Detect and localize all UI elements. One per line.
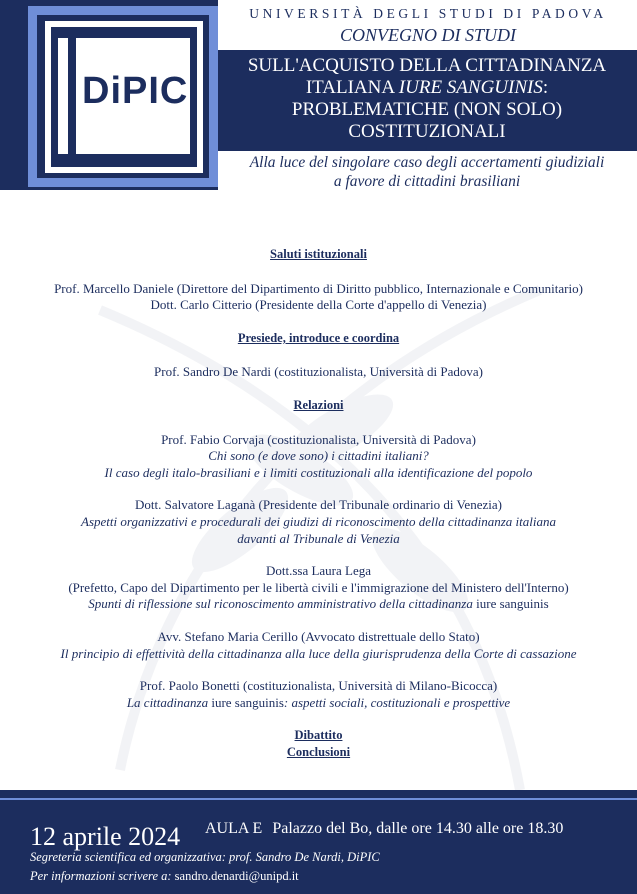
talk-3-title xyxy=(10,596,627,613)
talk-3-title-b: iure sanguinis xyxy=(476,596,549,612)
title-line-2b: IURE SANGUINIS xyxy=(398,77,543,98)
chair-speaker: Prof. Sandro De Nardi (costituzionalista, Università di Padova) xyxy=(154,364,483,380)
talk-1-title-line-1: Chi sono (e dove sono) i cittadini italiani? xyxy=(208,448,429,464)
subtitle-line-2: a favore di cittadini brasiliani xyxy=(333,173,521,190)
footer-accent-line xyxy=(0,798,637,800)
talk-3-role: (Prefetto, Capo del Dipartimento per le libertà civili e l'immigrazione del Ministero dell'Interno) xyxy=(68,579,569,595)
contact-info xyxy=(30,869,299,884)
title-line-4: COSTITUZIONALI xyxy=(348,121,506,142)
talk-3-title-a: Spunti di riflessione sul riconoscimento amministrativo della cittadinanza xyxy=(88,596,477,612)
event-title xyxy=(222,55,632,143)
title-line-2a: ITALIANA xyxy=(305,77,399,98)
talk-3-speaker: Dott.ssa Laura Lega xyxy=(265,563,372,579)
talk-1-title-line-2: Il caso degli italo-brasiliani e i limiti costituzionali alla identificazione del popolo xyxy=(104,464,533,480)
event-venue xyxy=(205,820,565,838)
subtitle-line-1: Alla luce del singolare caso degli accertamenti giudiziali xyxy=(249,154,605,171)
title-line-2c: : xyxy=(542,77,549,98)
talk-5-title xyxy=(10,695,627,712)
talk-5-title-b: iure sanguinis xyxy=(211,694,284,710)
talk-5-speaker: Prof. Paolo Bonetti (costituzionalista, Università di Milano-Bicocca) xyxy=(139,678,498,694)
talk-2-speaker: Dott. Salvatore Laganà (Presidente del Tribunale ordinario di Venezia) xyxy=(135,497,502,513)
event-type: CONVEGNO DI STUDI xyxy=(339,25,516,45)
greeting-speaker-1: Prof. Marcello Daniele (Direttore del Dipartimento di Diritto pubblico, Internazionale e Comunitario) xyxy=(54,280,583,296)
talk-2-title-line-2: davanti al Tribunale di Venezia xyxy=(237,530,400,546)
talk-1-speaker: Prof. Fabio Corvaja (costituzionalista, Università di Padova) xyxy=(161,431,476,447)
university-name: UNIVERSITÀ DEGLI STUDI DI PADOVA xyxy=(249,6,607,21)
talk-5-title-a: La cittadinanza xyxy=(126,694,212,710)
contact-label: Per informazioni scrivere a: xyxy=(30,869,172,883)
talks-heading: Relazioni xyxy=(293,397,344,412)
title-line-3: PROBLEMATICHE (NON SOLO) xyxy=(291,99,563,120)
chair-heading: Presiede, introduce e coordina xyxy=(237,330,400,345)
room: AULA E xyxy=(205,820,263,837)
event-subtitle xyxy=(222,153,632,191)
title-line-1: SULL'ACQUISTO DELLA CITTADINANZA xyxy=(247,55,607,76)
title-line-2 xyxy=(222,77,632,99)
contact-email[interactable]: sandro.denardi@unipd.it xyxy=(174,869,299,883)
talk-2-title-line-1: Aspetti organizzativi e procedurali dei giudizi di riconoscimento della cittadinanza italiana xyxy=(81,513,556,529)
greeting-speaker-2: Dott. Carlo Citterio (Presidente della Corte d'appello di Venezia) xyxy=(150,297,487,313)
secretariat: Segreteria scientifica ed organizzativa: prof. Sandro De Nardi, DiPIC xyxy=(30,850,380,864)
logo-bar xyxy=(68,38,76,154)
conclusions-heading: Conclusioni xyxy=(286,744,351,759)
talk-4-title: Il principio di effettività della cittadinanza alla luce della giurisprudenza della Corte di cassazione xyxy=(60,645,577,661)
program xyxy=(10,246,627,760)
logo-text: DiPIC xyxy=(82,70,189,112)
talk-5-title-c: : aspetti sociali, costituzionali e prospettive xyxy=(283,694,511,710)
event-date: 12 aprile 2024 xyxy=(30,822,181,851)
talk-4-speaker: Avv. Stefano Maria Cerillo (Avvocato distrettuale dello Stato) xyxy=(157,628,480,644)
venue-time: Palazzo del Bo, dalle ore 14.30 alle ore 18.30 xyxy=(272,820,564,837)
greetings-heading: Saluti istituzionali xyxy=(270,247,367,261)
debate-heading: Dibattito xyxy=(294,728,343,743)
